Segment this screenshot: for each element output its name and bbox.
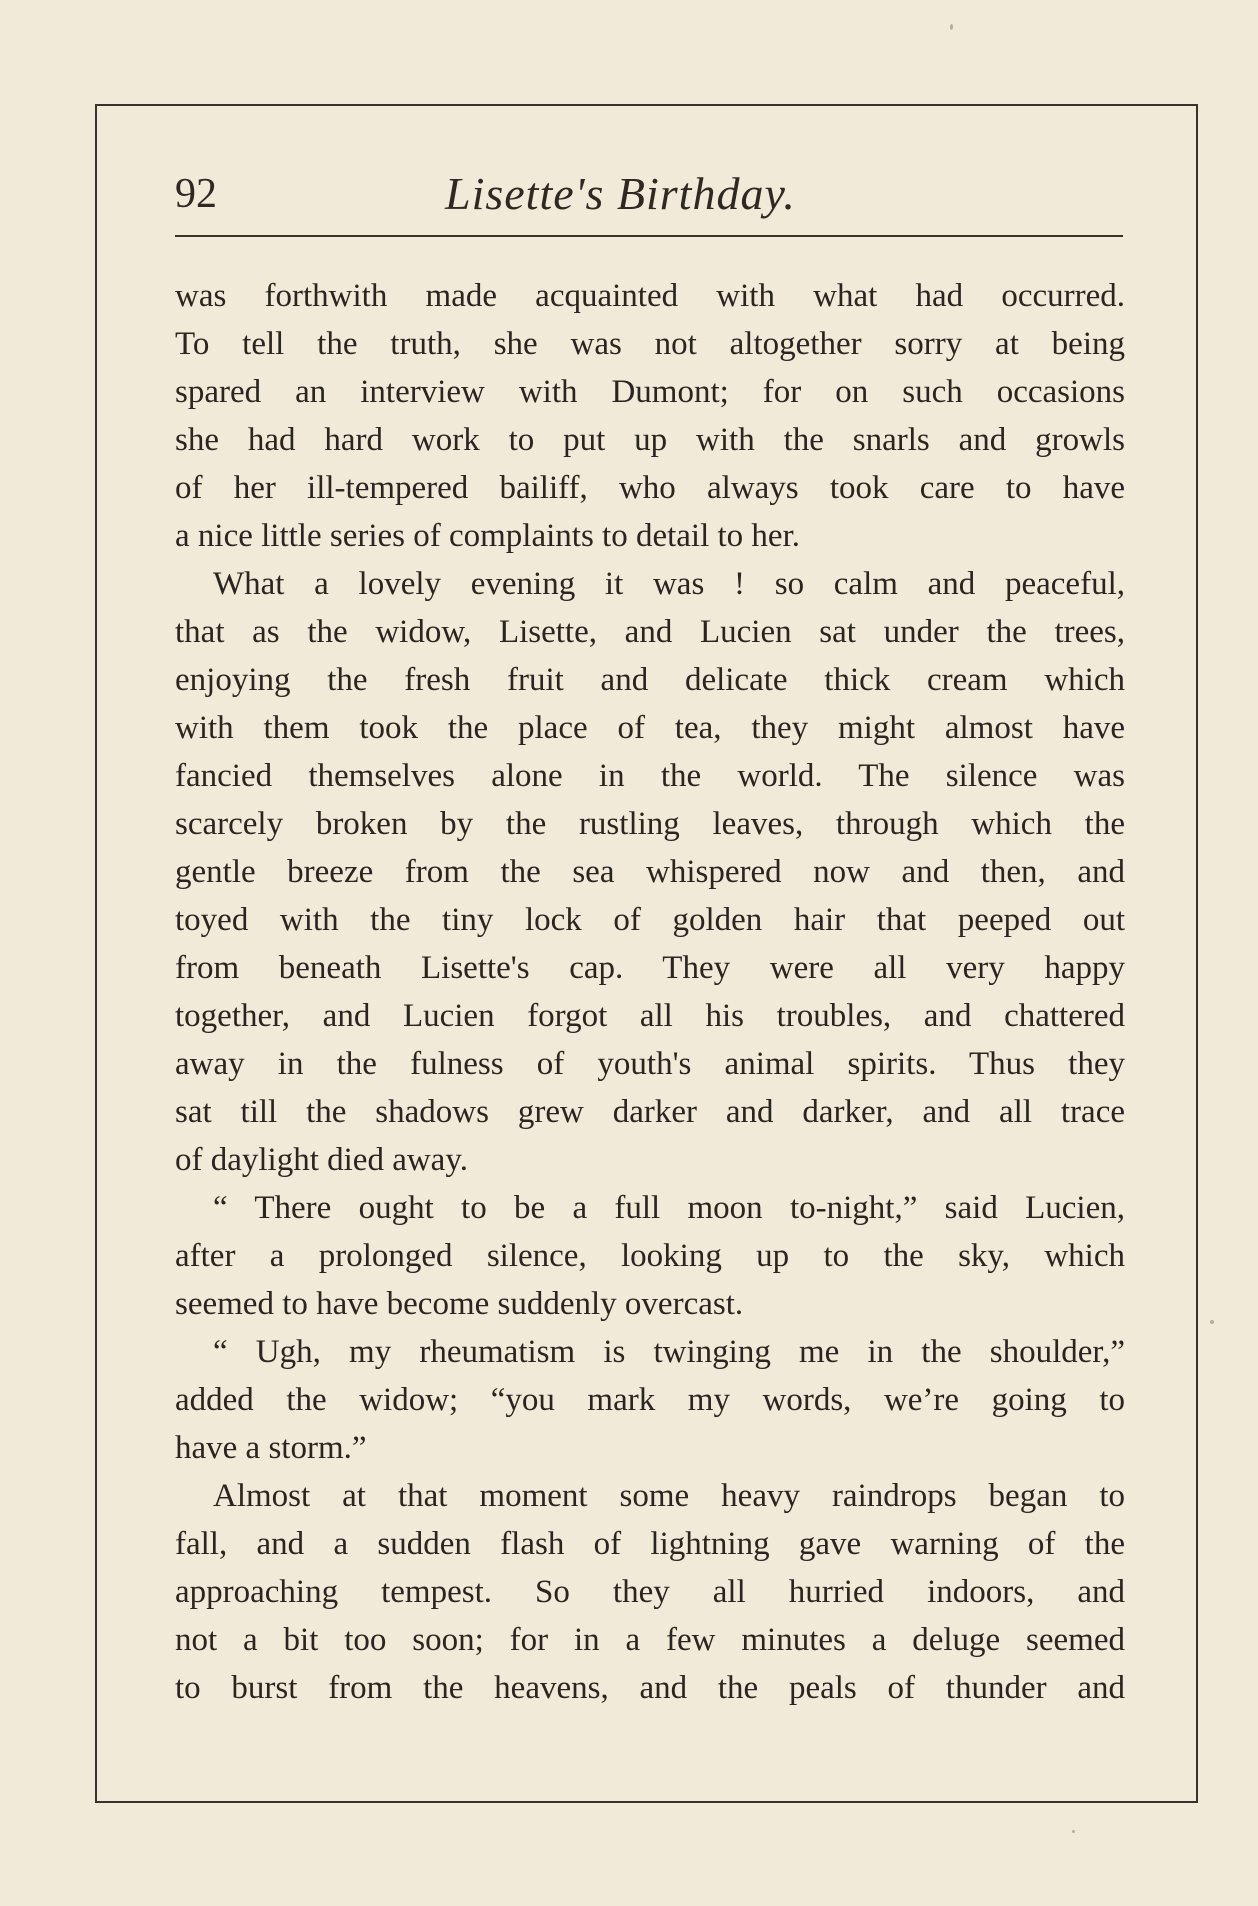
text-line: to burst from the heavens, and the peals of thunder and: [175, 1670, 1125, 1706]
text-line: not a bit too soon; for in a few minutes a deluge seemed: [175, 1622, 1125, 1658]
text-line: she had hard work to put up with the snarls and growls: [175, 422, 1125, 458]
paragraph-first-line: Almost at that moment some heavy raindrops began to: [213, 1478, 1125, 1514]
page-number: 92: [175, 171, 217, 217]
text-line: from beneath Lisette's cap. They were all very happy: [175, 950, 1125, 986]
running-title: Lisette's Birthday.: [445, 168, 796, 219]
text-line: spared an interview with Dumont; for on such occasions: [175, 374, 1125, 410]
text-line: with them took the place of tea, they might almost have: [175, 710, 1125, 746]
text-line: To tell the truth, she was not altogether sorry at being: [175, 326, 1125, 362]
text-line: toyed with the tiny lock of golden hair that peeped out: [175, 902, 1125, 938]
header-rule: [175, 235, 1123, 237]
text-line: was forthwith made acquainted with what had occurred.: [175, 278, 1125, 314]
text-line: have a storm.”: [175, 1430, 367, 1466]
text-line: scarcely broken by the rustling leaves, through which the: [175, 806, 1125, 842]
paragraph-first-line: “ There ought to be a full moon to-night,” said Lucien,: [213, 1190, 1125, 1226]
paper-speck: [1072, 1830, 1075, 1833]
text-line: gentle breeze from the sea whispered now and then, and: [175, 854, 1125, 890]
text-line: sat till the shadows grew darker and darker, and all trace: [175, 1094, 1125, 1130]
text-line: that as the widow, Lisette, and Lucien sat under the trees,: [175, 614, 1125, 650]
text-line: after a prolonged silence, looking up to the sky, which: [175, 1238, 1125, 1274]
paragraph-first-line: “ Ugh, my rheumatism is twinging me in the shoulder,”: [213, 1334, 1125, 1370]
text-line: together, and Lucien forgot all his troubles, and chattered: [175, 998, 1125, 1034]
text-line: of her ill-tempered bailiff, who always took care to have: [175, 470, 1125, 506]
paper-speck: [950, 24, 953, 30]
text-line: away in the fulness of youth's animal spirits. Thus they: [175, 1046, 1125, 1082]
text-line: added the widow; “you mark my words, we’re going to: [175, 1382, 1125, 1418]
text-line: seemed to have become suddenly overcast.: [175, 1286, 744, 1322]
text-line: fall, and a sudden flash of lightning gave warning of the: [175, 1526, 1125, 1562]
text-line: approaching tempest. So they all hurried indoors, and: [175, 1574, 1125, 1610]
paragraph-first-line: What a lovely evening it was ! so calm and peaceful,: [213, 566, 1125, 602]
body-text: [175, 272, 1125, 1712]
paper-speck: [1210, 1320, 1214, 1324]
running-head: [175, 166, 1123, 236]
text-line: enjoying the fresh fruit and delicate thick cream which: [175, 662, 1125, 698]
text-line: of daylight died away.: [175, 1142, 468, 1178]
text-line: a nice little series of complaints to detail to her.: [175, 518, 800, 554]
text-line: fancied themselves alone in the world. The silence was: [175, 758, 1125, 794]
